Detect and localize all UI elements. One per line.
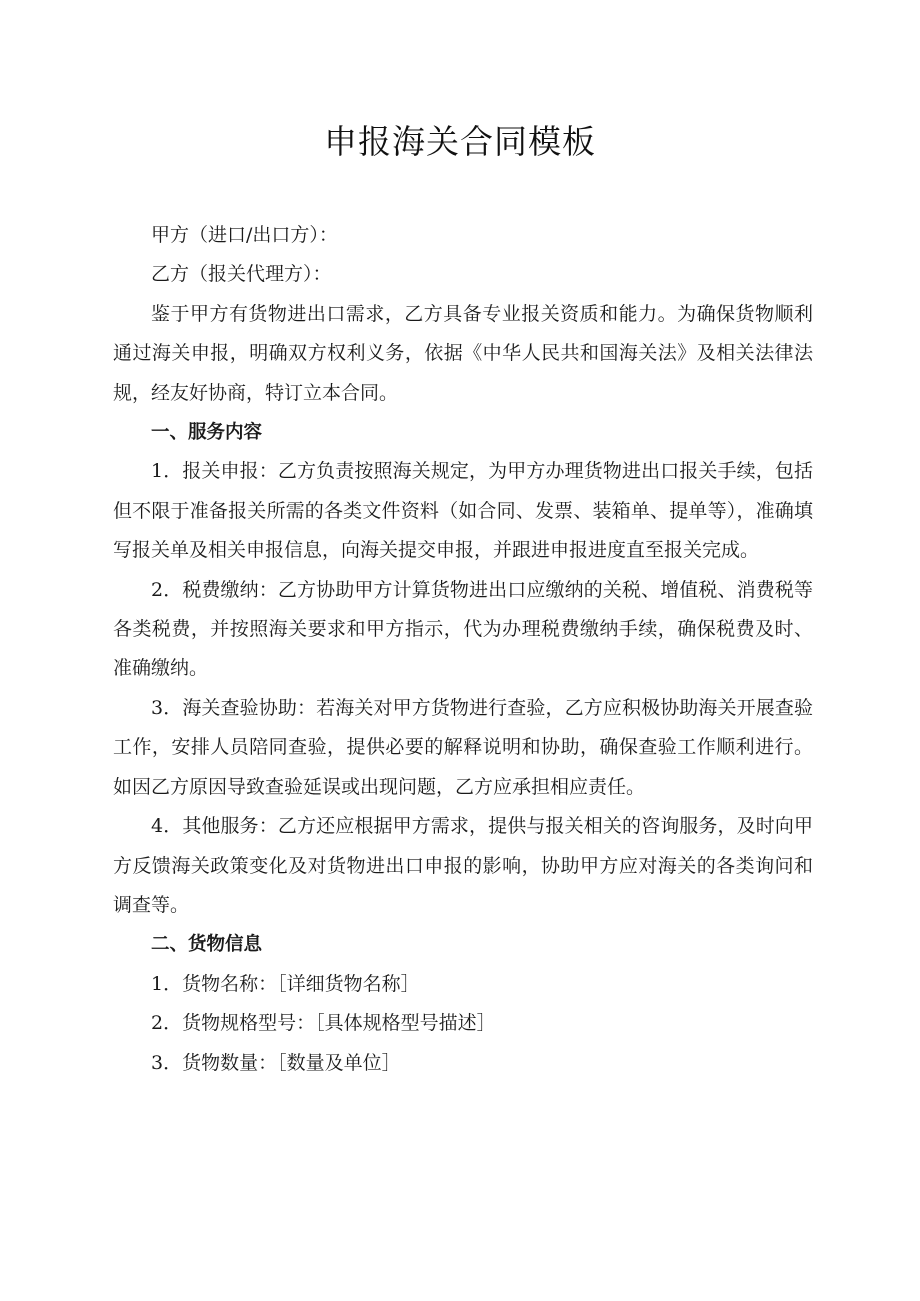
goods-item-name: 1．货物名称：［详细货物名称］ (151, 972, 420, 995)
service-item-inspection: 3．海关查验协助：若海关对甲方货物进行查验，乙方应积极协助海关开展查验工作，安排人员陪同查验，提供必要的解释说明和协助，确保查验工作顺利进行。如因乙方原因导致查验延误或出现问题，乙方应承担相应责任。 (113, 696, 813, 798)
party-b-line: 乙方（报关代理方）： (151, 263, 332, 286)
goods-item-spec: 2．货物规格型号：［具体规格型号描述］ (151, 1012, 496, 1035)
document-body (113, 216, 813, 1083)
preamble-paragraph: 鉴于甲方有货物进出口需求，乙方具备专业报关资质和能力。为确保货物顺利通过海关申报，明确双方权利义务，依据《中华人民共和国海关法》及相关法律法规，经友好协商，特订立本合同。 (113, 302, 813, 404)
section-heading-goods: 二、货物信息 (151, 934, 263, 956)
document-title: 申报海关合同模板 (324, 122, 596, 161)
section-heading-services: 一、服务内容 (151, 422, 263, 444)
party-a-line: 甲方（进口/出口方）： (151, 224, 338, 246)
service-item-other: 4．其他服务：乙方还应根据甲方需求，提供与报关相关的咨询服务，及时向甲方反馈海关政策变化及对货物进出口申报的影响，协助甲方应对海关的各类询问和调查等。 (113, 815, 813, 916)
service-item-tax: 2．税费缴纳：乙方协助甲方计算货物进出口应缴纳的关税、增值税、消费税等各类税费，并按照海关要求和甲方指示，代为办理税费缴纳手续，确保税费及时、准确缴纳。 (113, 578, 813, 680)
goods-item-quantity: 3．货物数量：［数量及单位］ (151, 1051, 401, 1074)
service-item-declaration: 1．报关申报：乙方负责按照海关规定，为甲方办理货物进出口报关手续，包括但不限于准备报关所需的各类文件资料（如合同、发票、装箱单、提单等），准确填写报关单及相关申报信息，向海关提交申报，并跟进申报进度直至报关完成。 (113, 460, 813, 562)
